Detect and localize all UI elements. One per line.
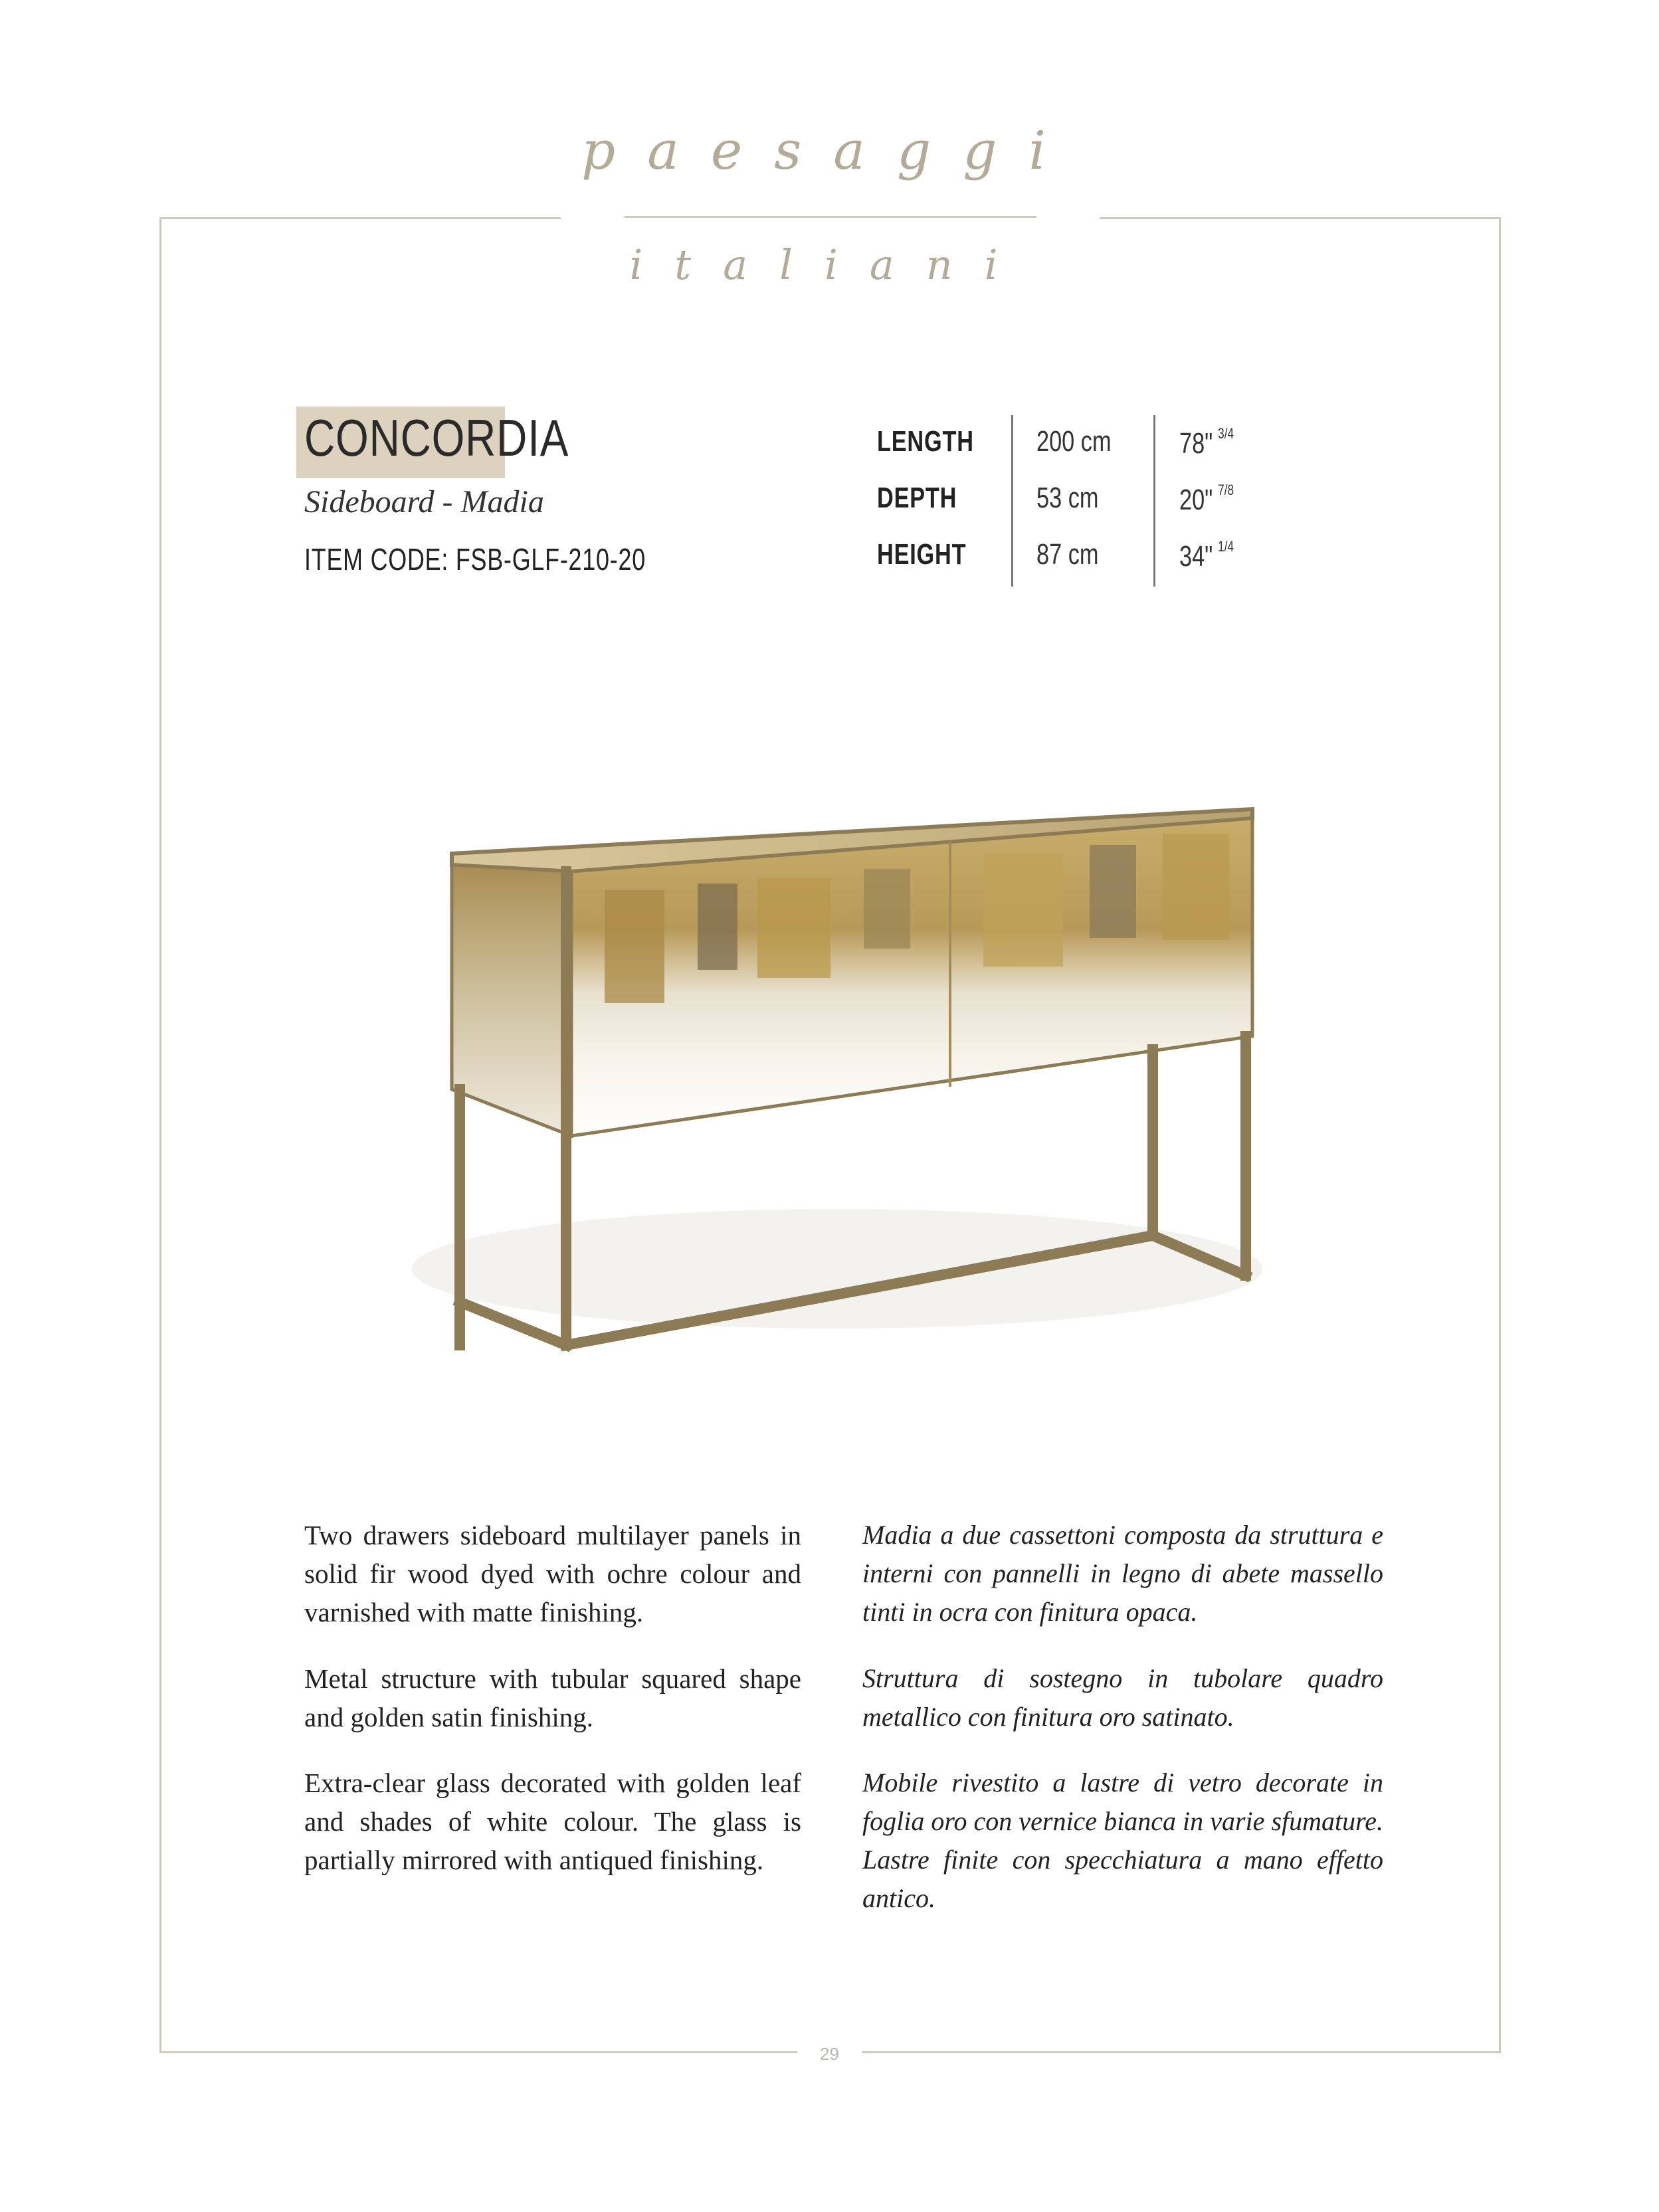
dimension-metric-length: 200 cm [1036, 425, 1112, 458]
logo-divider [625, 216, 1036, 218]
frame-top-left [159, 217, 561, 219]
imperial-value: 78" [1179, 427, 1213, 460]
description-en-1: Two drawers sideboard multilayer panels in solid fir wood dyed with ochre colour and varnished with matte finishing. [304, 1520, 801, 1627]
dimension-label-height: HEIGHT [877, 538, 967, 571]
dimensions-divider-2 [1153, 415, 1155, 587]
description-it-3: Mobile rivestito a lastre di vetro decorate in foglia oro con vernice bianca in varie sfumature. Lastre finite con specchiatura a mano effetto antico. [862, 1768, 1383, 1913]
imperial-value: 34" [1179, 540, 1213, 573]
dimension-label-length: LENGTH [877, 425, 974, 458]
product-title: CONCORDIA [304, 409, 569, 467]
description-it-1: Madia a due cassettoni composta da struttura e interni con pannelli in legno di abete massello tinti in ocra con finitura opaca. [862, 1520, 1383, 1627]
dimension-imperial-length [1179, 425, 1234, 460]
dimension-imperial-depth [1179, 482, 1234, 517]
imperial-fraction: 3/4 [1218, 425, 1234, 442]
product-subtitle: Sideboard - Madia [304, 484, 544, 519]
dimension-metric-depth: 53 cm [1036, 482, 1099, 514]
sideboard-side [452, 865, 571, 1136]
product-photo [385, 691, 1316, 1395]
dimension-metric-height: 87 cm [1036, 538, 1099, 571]
floor-shadow [412, 1209, 1262, 1329]
description-en-2: Metal structure with tubular squared shape and golden satin finishing. [304, 1663, 801, 1732]
frame-right [1499, 217, 1501, 2053]
brand-logo-line2: italiani [629, 240, 1030, 289]
dimension-label-depth: DEPTH [877, 482, 957, 514]
imperial-fraction: 1/4 [1218, 538, 1234, 555]
frame-left [159, 217, 161, 2053]
brand-logo-line1: paesaggi [581, 120, 1078, 181]
description-en-3: Extra-clear glass decorated with golden leaf and shades of white colour. The glass is partially mirrored with antiqued finishing. [304, 1768, 801, 1875]
dimension-imperial-height [1179, 538, 1234, 573]
imperial-fraction: 7/8 [1218, 482, 1234, 498]
imperial-value: 20" [1179, 484, 1213, 516]
item-code: ITEM CODE: FSB-GLF-210-20 [304, 542, 646, 577]
dimensions-divider-1 [1011, 415, 1013, 587]
page-number: 29 [820, 2044, 839, 2064]
description-it-2: Struttura di sostegno in tubolare quadro metallico con finitura oro satinato. [862, 1663, 1383, 1732]
frame-top-right [1100, 217, 1501, 219]
